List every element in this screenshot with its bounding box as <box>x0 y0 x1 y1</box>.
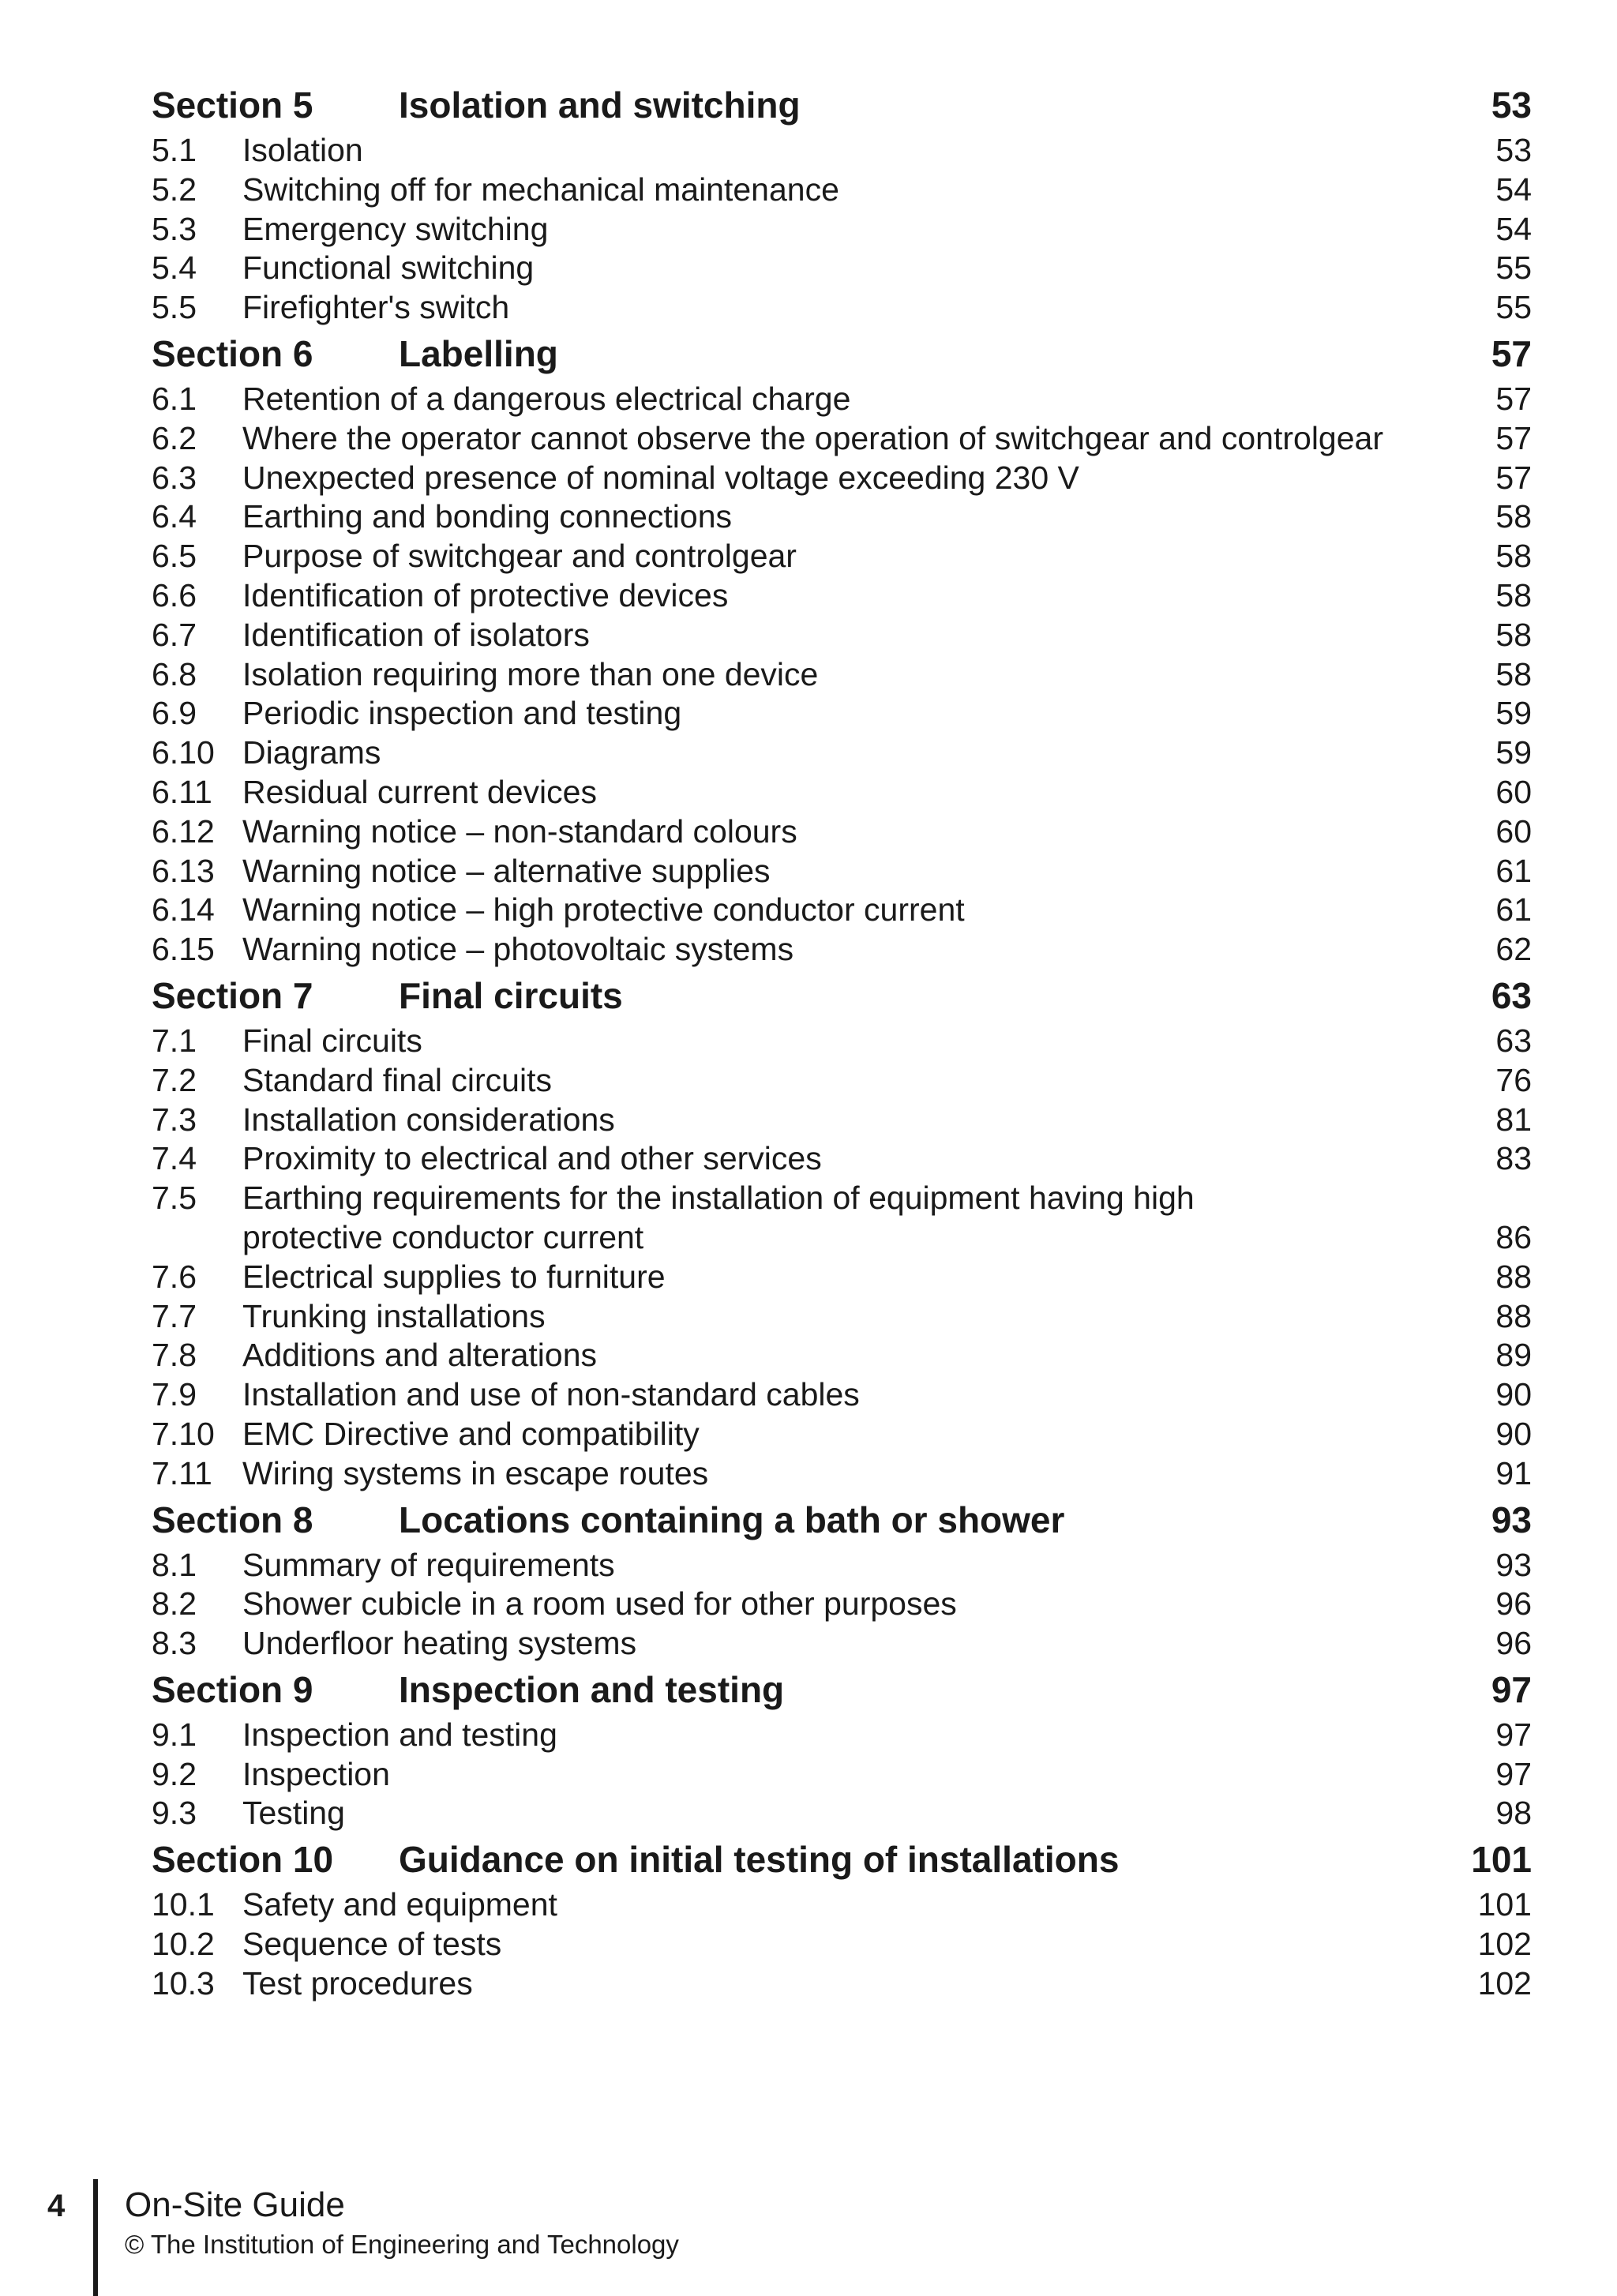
entry-number: 6.11 <box>152 773 212 810</box>
toc-entry[interactable] <box>152 171 1532 210</box>
entry-title: Earthing requirements for the installation of equipment having high protective conductor current <box>242 1180 1195 1255</box>
entry-title: Where the operator cannot observe the operation of switchgear and controlgear <box>242 419 1383 456</box>
entry-page-number: 57 <box>1495 459 1532 496</box>
entry-page-number: 57 <box>1495 380 1532 417</box>
toc-entry[interactable] <box>152 497 1532 537</box>
toc-entry[interactable] <box>152 1755 1532 1795</box>
entry-number: 6.1 <box>152 380 197 417</box>
entry-title: Wiring systems in escape routes <box>242 1454 709 1491</box>
section-label: Section 10 <box>152 1839 334 1881</box>
toc-entry[interactable] <box>152 131 1532 171</box>
toc-entry[interactable] <box>152 891 1532 930</box>
entry-title: Warning notice – alternative supplies <box>242 852 771 889</box>
entry-number: 10.2 <box>152 1926 215 1963</box>
entry-title: Switching off for mechanical maintenance <box>242 171 839 208</box>
entry-number: 7.10 <box>152 1415 215 1452</box>
entry-page-number: 86 <box>1495 1218 1532 1255</box>
entry-number: 5.3 <box>152 210 197 247</box>
toc-entry[interactable] <box>152 1964 1532 2004</box>
entry-number: 8.3 <box>152 1625 197 1662</box>
entry-page-number: 96 <box>1495 1625 1532 1662</box>
toc-entry[interactable] <box>152 1454 1532 1494</box>
entry-title: Sequence of tests <box>242 1926 502 1963</box>
section-page-number: 93 <box>1491 1499 1532 1540</box>
toc-entry[interactable] <box>152 249 1532 288</box>
toc-section <box>152 328 1532 970</box>
entry-page-number: 96 <box>1495 1585 1532 1623</box>
entry-page-number: 59 <box>1495 695 1532 732</box>
entry-page-number: 88 <box>1495 1258 1532 1295</box>
entry-page-number: 58 <box>1495 616 1532 653</box>
entry-number: 9.3 <box>152 1795 197 1832</box>
toc-entry[interactable] <box>152 1179 1532 1258</box>
entry-number: 8.2 <box>152 1585 197 1623</box>
toc-entry[interactable] <box>152 288 1532 328</box>
entry-title: Proximity to electrical and other services <box>242 1140 822 1177</box>
entry-number: 6.4 <box>152 498 197 535</box>
entry-page-number: 61 <box>1495 891 1532 929</box>
entry-number: 5.4 <box>152 249 197 287</box>
entry-page-number: 88 <box>1495 1297 1532 1334</box>
entry-title: Diagrams <box>242 734 381 771</box>
section-heading[interactable] <box>152 1664 1532 1716</box>
toc-section <box>152 1494 1532 1664</box>
entry-title: EMC Directive and compatibility <box>242 1415 700 1452</box>
toc-entry[interactable] <box>152 1258 1532 1297</box>
entry-title: Test procedures <box>242 1964 473 2001</box>
toc-entry[interactable] <box>152 576 1532 616</box>
section-heading[interactable] <box>152 1833 1532 1885</box>
toc-section <box>152 970 1532 1494</box>
entry-number: 7.8 <box>152 1337 197 1374</box>
entry-title: Warning notice – non-standard colours <box>242 812 797 850</box>
entry-number: 6.12 <box>152 812 215 850</box>
toc-entry[interactable] <box>152 1022 1532 1061</box>
section-label: Section 7 <box>152 974 313 1016</box>
toc-entry[interactable] <box>152 1139 1532 1179</box>
entry-page-number: 62 <box>1495 931 1532 968</box>
toc-entry[interactable] <box>152 1716 1532 1755</box>
entry-number: 5.1 <box>152 132 197 168</box>
entry-number: 7.11 <box>152 1454 212 1491</box>
entry-page-number: 54 <box>1495 210 1532 247</box>
entry-number: 7.6 <box>152 1258 197 1295</box>
entry-title: Warning notice – photovoltaic systems <box>242 931 794 968</box>
toc-entry[interactable] <box>152 1061 1532 1101</box>
entry-number: 6.7 <box>152 616 197 653</box>
entry-title: Testing <box>242 1795 345 1832</box>
entry-number: 6.10 <box>152 734 215 771</box>
section-title: Isolation and switching <box>399 84 801 126</box>
entry-page-number: 89 <box>1495 1337 1532 1374</box>
entry-page-number: 60 <box>1495 812 1532 850</box>
page-footer <box>0 2179 1617 2296</box>
entry-title: Warning notice – high protective conductor current <box>242 891 965 929</box>
entry-page-number: 55 <box>1495 289 1532 326</box>
entry-number: 5.2 <box>152 171 197 208</box>
toc-entry[interactable] <box>152 1375 1532 1415</box>
entry-title: Identification of protective devices <box>242 576 729 613</box>
entry-title: Trunking installations <box>242 1297 546 1334</box>
toc-entry[interactable] <box>152 537 1532 576</box>
entry-number: 7.9 <box>152 1376 197 1413</box>
section-page-number: 97 <box>1491 1668 1532 1710</box>
entry-number: 7.3 <box>152 1101 197 1138</box>
toc-entry[interactable] <box>152 616 1532 655</box>
entry-page-number: 91 <box>1495 1454 1532 1491</box>
entry-title: Residual current devices <box>242 773 597 810</box>
entry-page-number: 101 <box>1477 1886 1532 1923</box>
entry-title: Periodic inspection and testing <box>242 695 682 732</box>
toc-entry[interactable] <box>152 812 1532 852</box>
toc-entry[interactable] <box>152 380 1532 419</box>
toc-entry[interactable] <box>152 930 1532 970</box>
entry-page-number: 61 <box>1495 852 1532 889</box>
entry-page-number: 59 <box>1495 734 1532 771</box>
section-heading[interactable] <box>152 79 1532 131</box>
entry-page-number: 53 <box>1495 132 1532 168</box>
book-title: On-Site Guide <box>125 2185 345 2224</box>
section-label: Section 9 <box>152 1668 313 1710</box>
toc-entry[interactable] <box>152 459 1532 498</box>
entry-page-number: 97 <box>1495 1716 1532 1753</box>
section-title: Locations containing a bath or shower <box>399 1499 1065 1540</box>
toc-entry[interactable] <box>152 1546 1532 1585</box>
toc-entry[interactable] <box>152 852 1532 891</box>
entry-title: Summary of requirements <box>242 1546 615 1583</box>
entry-title: Isolation <box>242 132 363 168</box>
entry-title: Standard final circuits <box>242 1061 552 1098</box>
section-page-number: 57 <box>1491 332 1532 374</box>
section-title: Labelling <box>399 332 558 374</box>
section-title: Inspection and testing <box>399 1668 785 1710</box>
entry-title: Underfloor heating systems <box>242 1625 637 1662</box>
toc-entry[interactable] <box>152 773 1532 812</box>
entry-page-number: 98 <box>1495 1795 1532 1832</box>
entry-page-number: 102 <box>1477 1964 1532 2001</box>
entry-number: 6.8 <box>152 655 197 692</box>
toc-entry[interactable] <box>152 1794 1532 1833</box>
copyright-notice: © The Institution of Engineering and Technology <box>125 2230 679 2259</box>
toc-entry[interactable] <box>152 1297 1532 1337</box>
entry-title: Unexpected presence of nominal voltage exceeding 230 V <box>242 459 1079 496</box>
section-label: Section 8 <box>152 1499 313 1540</box>
entry-title: Inspection <box>242 1755 390 1792</box>
entry-title: Final circuits <box>242 1022 422 1059</box>
entry-page-number: 63 <box>1495 1022 1532 1059</box>
section-page-number: 63 <box>1491 974 1532 1016</box>
toc-entry[interactable] <box>152 1624 1532 1664</box>
entry-page-number: 60 <box>1495 773 1532 810</box>
section-title: Final circuits <box>399 974 623 1016</box>
toc-entry[interactable] <box>152 1101 1532 1140</box>
toc-entry[interactable] <box>152 694 1532 733</box>
toc-section <box>152 1664 1532 1833</box>
entry-number: 6.2 <box>152 419 197 456</box>
entry-number: 6.13 <box>152 852 215 889</box>
entry-title: Earthing and bonding connections <box>242 498 733 535</box>
toc-entry[interactable] <box>152 1336 1532 1375</box>
toc-entry[interactable] <box>152 1885 1532 1925</box>
entry-page-number: 90 <box>1495 1376 1532 1413</box>
entry-page-number: 55 <box>1495 249 1532 287</box>
entry-number: 5.5 <box>152 289 197 326</box>
entry-page-number: 93 <box>1495 1546 1532 1583</box>
entry-title: Shower cubicle in a room used for other purposes <box>242 1585 957 1623</box>
entry-number: 7.5 <box>152 1180 197 1217</box>
section-heading[interactable] <box>152 1494 1532 1546</box>
entry-number: 6.15 <box>152 931 215 968</box>
entry-page-number: 97 <box>1495 1755 1532 1792</box>
section-title: Guidance on initial testing of installations <box>399 1839 1120 1881</box>
entry-title: Electrical supplies to furniture <box>242 1258 666 1295</box>
entry-title: Installation considerations <box>242 1101 615 1138</box>
entry-page-number: 76 <box>1495 1061 1532 1098</box>
toc-section <box>152 79 1532 328</box>
section-page-number: 101 <box>1471 1839 1532 1881</box>
entry-page-number: 90 <box>1495 1415 1532 1452</box>
toc-entry[interactable] <box>152 1415 1532 1454</box>
entry-page-number: 57 <box>1495 419 1532 456</box>
toc-entry[interactable] <box>152 210 1532 249</box>
entry-number: 9.1 <box>152 1716 197 1753</box>
entry-number: 6.5 <box>152 538 197 575</box>
entry-page-number: 58 <box>1495 576 1532 613</box>
entry-title: Isolation requiring more than one device <box>242 655 819 692</box>
entry-title: Functional switching <box>242 249 535 287</box>
entry-number: 6.14 <box>152 891 215 929</box>
entry-page-number: 58 <box>1495 498 1532 535</box>
entry-number: 9.2 <box>152 1755 197 1792</box>
entry-page-number: 58 <box>1495 655 1532 692</box>
section-heading[interactable] <box>152 328 1532 380</box>
entry-number: 7.4 <box>152 1140 197 1177</box>
entry-page-number: 58 <box>1495 538 1532 575</box>
entry-title: Additions and alterations <box>242 1337 598 1374</box>
entry-number: 6.9 <box>152 695 197 732</box>
entry-number: 7.1 <box>152 1022 197 1059</box>
entry-number: 10.1 <box>152 1886 215 1923</box>
entry-title: Installation and use of non-standard cables <box>242 1376 860 1413</box>
section-label: Section 6 <box>152 332 313 374</box>
entry-title: Identification of isolators <box>242 616 590 653</box>
entry-number: 10.3 <box>152 1964 215 2001</box>
entry-title: Purpose of switchgear and controlgear <box>242 538 797 575</box>
toc-entry[interactable] <box>152 733 1532 773</box>
entry-title: Firefighter's switch <box>242 289 510 326</box>
entry-number: 8.1 <box>152 1546 197 1583</box>
entry-number: 6.3 <box>152 459 197 496</box>
entry-page-number: 54 <box>1495 171 1532 208</box>
toc-entry[interactable] <box>152 1585 1532 1624</box>
entry-page-number: 102 <box>1477 1926 1532 1963</box>
toc-section <box>152 1833 1532 2003</box>
entry-title: Retention of a dangerous electrical charge <box>242 380 851 417</box>
table-of-contents <box>152 79 1532 2004</box>
section-page-number: 53 <box>1491 84 1532 126</box>
entry-number: 7.2 <box>152 1061 197 1098</box>
entry-title: Emergency switching <box>242 210 549 247</box>
entry-title: Inspection and testing <box>242 1716 557 1753</box>
page-number: 4 <box>47 2189 66 2223</box>
entry-page-number: 81 <box>1495 1101 1532 1138</box>
section-label: Section 5 <box>152 84 313 126</box>
entry-number: 6.6 <box>152 576 197 613</box>
entry-number: 7.7 <box>152 1297 197 1334</box>
toc-entry[interactable] <box>152 1925 1532 1964</box>
footer-rule <box>93 2179 98 2296</box>
section-heading[interactable] <box>152 970 1532 1022</box>
toc-entry[interactable] <box>152 419 1532 459</box>
entry-title: Safety and equipment <box>242 1886 557 1923</box>
toc-entry[interactable] <box>152 655 1532 695</box>
entry-page-number: 83 <box>1495 1140 1532 1177</box>
